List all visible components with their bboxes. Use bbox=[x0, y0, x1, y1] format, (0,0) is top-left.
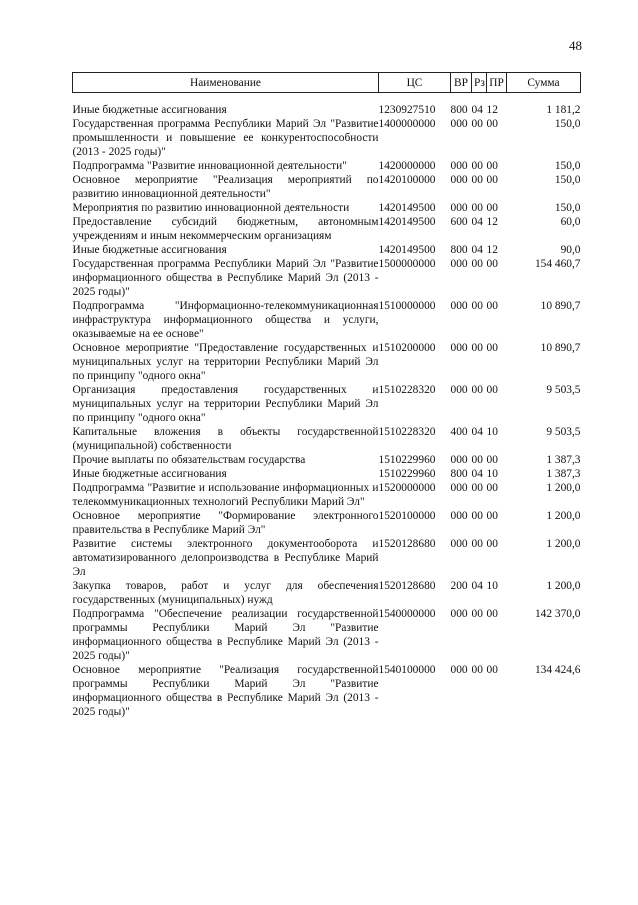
cell-sum: 1 200,0 bbox=[546, 538, 581, 550]
budget-table bbox=[72, 72, 581, 719]
cell-vr: 800 bbox=[450, 244, 468, 256]
cell-cs: 1420000000 bbox=[378, 160, 436, 172]
cell-sum: 9 503,5 bbox=[546, 426, 581, 438]
table-row bbox=[73, 341, 581, 383]
cell-rz: 00 bbox=[471, 538, 483, 550]
cell-vr: 000 bbox=[450, 538, 468, 550]
cell-vr: 200 bbox=[450, 580, 468, 592]
cell-rz: 00 bbox=[471, 202, 483, 214]
cell-vr: 000 bbox=[450, 300, 468, 312]
table-row bbox=[73, 425, 581, 453]
cell-pr: 00 bbox=[486, 538, 498, 550]
cell-name: Государственная программа Республики Марий Эл "Развитие промышленности и повышение ее конкурентоспособности (2013 - 2025 годы)" bbox=[72, 118, 379, 158]
cell-vr: 000 bbox=[450, 510, 468, 522]
cell-name: Государственная программа Республики Марий Эл "Развитие информационного общества в Республике Марий Эл (2013 - 2025 годы)" bbox=[72, 258, 379, 298]
cell-sum: 1 387,3 bbox=[546, 468, 581, 480]
cell-sum: 150,0 bbox=[554, 174, 581, 186]
header-cs: ЦС bbox=[379, 73, 451, 93]
header-spacer bbox=[73, 93, 581, 104]
header-pr: ПР bbox=[487, 73, 507, 93]
cell-pr: 12 bbox=[486, 104, 498, 116]
cell-sum: 60,0 bbox=[560, 216, 581, 228]
cell-vr: 000 bbox=[450, 118, 468, 130]
table-row bbox=[73, 509, 581, 537]
cell-rz: 00 bbox=[471, 510, 483, 522]
cell-name: Иные бюджетные ассигнования bbox=[72, 468, 227, 480]
cell-vr: 000 bbox=[450, 664, 468, 676]
cell-pr: 00 bbox=[486, 342, 498, 354]
table-row bbox=[73, 159, 581, 173]
cell-pr: 00 bbox=[486, 160, 498, 172]
cell-sum: 10 890,7 bbox=[540, 300, 581, 312]
cell-cs: 1420149500 bbox=[378, 202, 436, 214]
cell-rz: 00 bbox=[471, 342, 483, 354]
cell-pr: 00 bbox=[486, 384, 498, 396]
page-number: 48 bbox=[569, 38, 582, 53]
cell-sum: 134 424,6 bbox=[534, 664, 581, 676]
cell-vr: 000 bbox=[450, 174, 468, 186]
cell-pr: 00 bbox=[486, 300, 498, 312]
cell-vr: 000 bbox=[450, 202, 468, 214]
table-row bbox=[73, 607, 581, 663]
cell-cs: 1500000000 bbox=[378, 258, 436, 270]
cell-name: Основное мероприятие "Реализация государственной программы Республики Марий Эл "Развитие информационного общества в Республике Марий Эл (2013 - 2025 годы)" bbox=[72, 664, 379, 718]
cell-sum: 9 503,5 bbox=[546, 384, 581, 396]
cell-sum: 1 200,0 bbox=[546, 482, 581, 494]
cell-name: Иные бюджетные ассигнования bbox=[72, 244, 227, 256]
cell-pr: 00 bbox=[486, 174, 498, 186]
table-row bbox=[73, 173, 581, 201]
cell-name: Предоставление субсидий бюджетным, автономным учреждениям и иным некоммерческим организациям bbox=[72, 216, 379, 242]
cell-sum: 1 200,0 bbox=[546, 510, 581, 522]
cell-sum: 142 370,0 bbox=[534, 608, 581, 620]
cell-pr: 10 bbox=[486, 580, 498, 592]
cell-name: Развитие системы электронного документооборота и автоматизированного делопроизводства в Республике Марий Эл bbox=[72, 538, 379, 578]
cell-name: Основное мероприятие "Реализация мероприятий по развитию инновационной деятельности" bbox=[72, 174, 379, 200]
table-header-row bbox=[73, 73, 581, 93]
cell-name: Капитальные вложения в объекты государственной (муниципальной) собственности bbox=[72, 426, 379, 452]
cell-rz: 00 bbox=[471, 608, 483, 620]
header-name: Наименование bbox=[73, 73, 379, 93]
header-vr: ВР bbox=[451, 73, 472, 93]
cell-vr: 000 bbox=[450, 342, 468, 354]
table-row bbox=[73, 299, 581, 341]
cell-name: Подпрограмма "Развитие инновационной деятельности" bbox=[72, 160, 347, 172]
cell-rz: 00 bbox=[471, 482, 483, 494]
cell-sum: 150,0 bbox=[554, 118, 581, 130]
cell-rz: 04 bbox=[471, 104, 483, 116]
cell-rz: 04 bbox=[471, 426, 483, 438]
cell-name: Закупка товаров, работ и услуг для обеспечения государственных (муниципальных) нужд bbox=[72, 580, 379, 606]
cell-vr: 000 bbox=[450, 454, 468, 466]
cell-cs: 1540100000 bbox=[378, 664, 436, 676]
cell-sum: 1 200,0 bbox=[546, 580, 581, 592]
cell-name: Подпрограмма "Обеспечение реализации государственной программы Республики Марий Эл "Развитие информационного общества в Республике Марий Эл (2013 - 2025 годы)" bbox=[72, 608, 379, 662]
table-row bbox=[73, 453, 581, 467]
cell-cs: 1520000000 bbox=[378, 482, 436, 494]
cell-cs: 1230927510 bbox=[378, 104, 436, 116]
cell-rz: 04 bbox=[471, 580, 483, 592]
cell-pr: 10 bbox=[486, 468, 498, 480]
cell-sum: 10 890,7 bbox=[540, 342, 581, 354]
cell-rz: 00 bbox=[471, 300, 483, 312]
cell-cs: 1510229960 bbox=[378, 454, 436, 466]
table-row bbox=[73, 481, 581, 509]
cell-sum: 154 460,7 bbox=[534, 258, 581, 270]
table-row bbox=[73, 117, 581, 159]
cell-pr: 00 bbox=[486, 664, 498, 676]
cell-rz: 00 bbox=[471, 664, 483, 676]
cell-rz: 04 bbox=[471, 216, 483, 228]
cell-rz: 04 bbox=[471, 468, 483, 480]
cell-name: Прочие выплаты по обязательствам государства bbox=[72, 454, 306, 466]
cell-name: Организация предоставления государственных и муниципальных услуг на территории Республики Марий Эл по принципу "одного окна" bbox=[72, 384, 379, 424]
cell-name: Подпрограмма "Развитие и использование информационных и телекоммуникационных технологий Республики Марий Эл" bbox=[72, 482, 379, 508]
cell-name: Основное мероприятие "Предоставление государственных и муниципальных услуг на территории Республики Марий Эл по принципу "одного окна" bbox=[72, 342, 379, 382]
cell-vr: 000 bbox=[450, 258, 468, 270]
cell-cs: 1510228320 bbox=[378, 384, 436, 396]
cell-vr: 800 bbox=[450, 468, 468, 480]
cell-cs: 1510200000 bbox=[378, 342, 436, 354]
cell-sum: 150,0 bbox=[554, 160, 581, 172]
cell-cs: 1420149500 bbox=[378, 244, 436, 256]
cell-cs: 1520128680 bbox=[378, 538, 436, 550]
table-row bbox=[73, 243, 581, 257]
table-row bbox=[73, 467, 581, 481]
cell-vr: 800 bbox=[450, 104, 468, 116]
table-row bbox=[73, 257, 581, 299]
cell-pr: 12 bbox=[486, 216, 498, 228]
cell-rz: 00 bbox=[471, 118, 483, 130]
cell-sum: 90,0 bbox=[560, 244, 581, 256]
cell-pr: 00 bbox=[486, 202, 498, 214]
cell-cs: 1420149500 bbox=[378, 216, 436, 228]
cell-cs: 1510000000 bbox=[378, 300, 436, 312]
cell-cs: 1510229960 bbox=[378, 468, 436, 480]
table-row bbox=[73, 201, 581, 215]
header-sum: Сумма bbox=[507, 73, 581, 93]
cell-cs: 1510228320 bbox=[378, 426, 436, 438]
cell-cs: 1520128680 bbox=[378, 580, 436, 592]
cell-pr: 00 bbox=[486, 454, 498, 466]
cell-pr: 00 bbox=[486, 608, 498, 620]
cell-vr: 600 bbox=[450, 216, 468, 228]
header-rz: Рз bbox=[472, 73, 487, 93]
cell-rz: 04 bbox=[471, 244, 483, 256]
cell-rz: 00 bbox=[471, 454, 483, 466]
table-row bbox=[73, 383, 581, 425]
cell-cs: 1540000000 bbox=[378, 608, 436, 620]
cell-vr: 000 bbox=[450, 482, 468, 494]
table-row bbox=[73, 103, 581, 117]
cell-pr: 00 bbox=[486, 258, 498, 270]
table-row bbox=[73, 215, 581, 243]
table-row bbox=[73, 537, 581, 579]
cell-name: Подпрограмма "Информационно-телекоммуникационная инфраструктура информационного общества и услуги, оказываемые на ее основе" bbox=[72, 300, 379, 340]
table-row bbox=[73, 663, 581, 719]
cell-pr: 00 bbox=[486, 118, 498, 130]
cell-name: Мероприятия по развитию инновационной деятельности bbox=[72, 202, 350, 214]
cell-cs: 1520100000 bbox=[378, 510, 436, 522]
table-body bbox=[73, 93, 581, 720]
cell-rz: 00 bbox=[471, 384, 483, 396]
cell-vr: 000 bbox=[450, 384, 468, 396]
cell-name: Иные бюджетные ассигнования bbox=[72, 104, 227, 116]
table-row bbox=[73, 579, 581, 607]
cell-pr: 10 bbox=[486, 426, 498, 438]
cell-vr: 000 bbox=[450, 160, 468, 172]
cell-vr: 000 bbox=[450, 608, 468, 620]
cell-pr: 12 bbox=[486, 244, 498, 256]
cell-sum: 150,0 bbox=[554, 202, 581, 214]
cell-name: Основное мероприятие "Формирование электронного правительства в Республике Марий Эл" bbox=[72, 510, 379, 536]
cell-rz: 00 bbox=[471, 258, 483, 270]
cell-sum: 1 387,3 bbox=[546, 454, 581, 466]
cell-cs: 1400000000 bbox=[378, 118, 436, 130]
cell-vr: 400 bbox=[450, 426, 468, 438]
cell-pr: 00 bbox=[486, 482, 498, 494]
cell-rz: 00 bbox=[471, 174, 483, 186]
cell-sum: 1 181,2 bbox=[546, 104, 581, 116]
cell-rz: 00 bbox=[471, 160, 483, 172]
cell-cs: 1420100000 bbox=[378, 174, 436, 186]
cell-pr: 00 bbox=[486, 510, 498, 522]
